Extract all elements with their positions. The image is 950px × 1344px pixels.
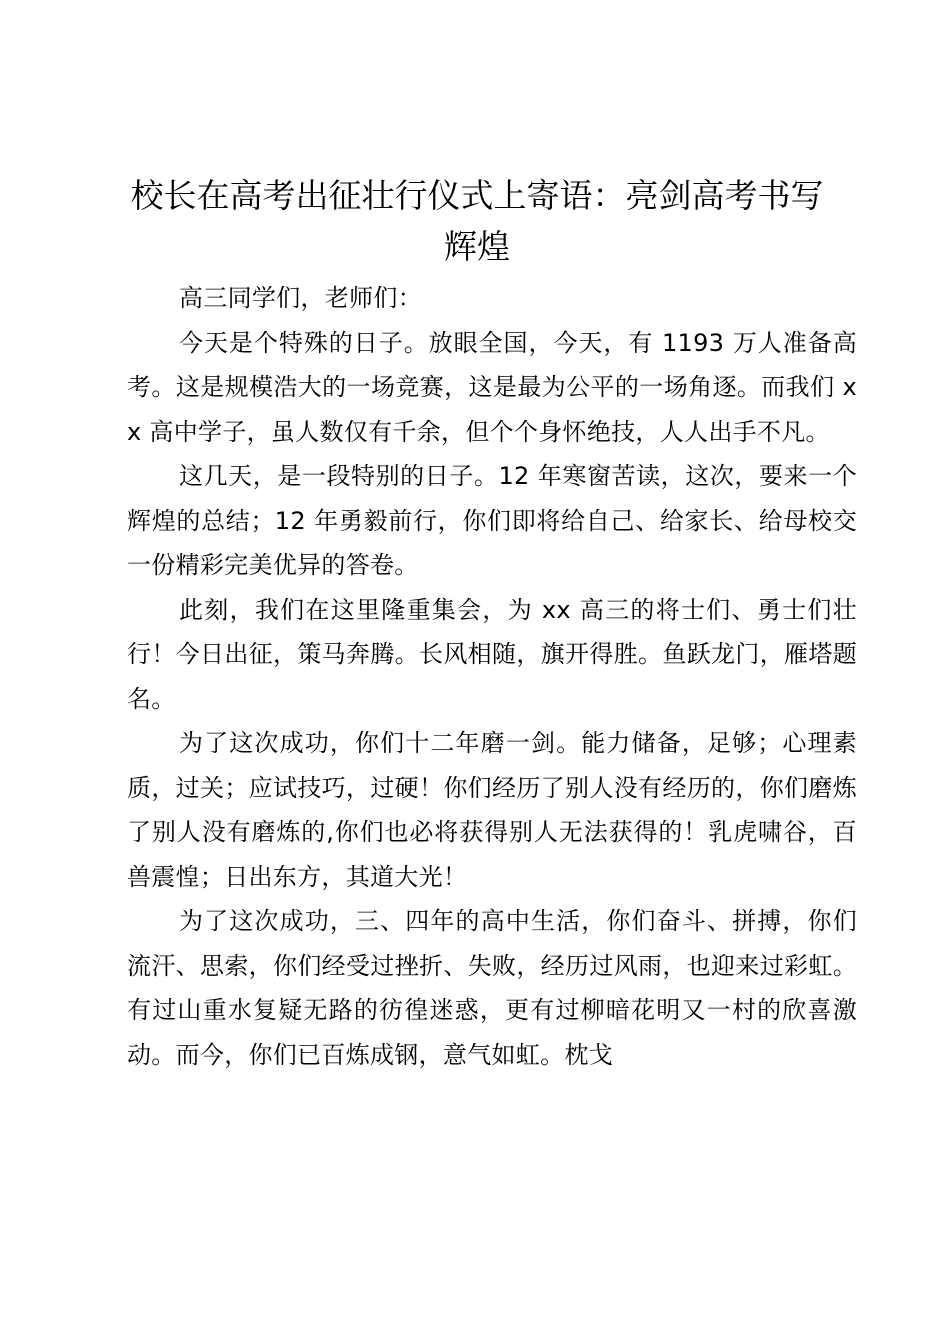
paragraph: 此刻，我们在这里隆重集会，为 xx 高三的将士们、勇士们壮行！今日出征，策马奔腾。长风相随，旗开得胜。鱼跃龙门，雁塔题名。: [127, 595, 857, 713]
document-body: [127, 276, 857, 1077]
paragraph: 为了这次成功，三、四年的高中生活，你们奋斗、拼搏，你们流汗、思索，你们经受过挫折、失败，经历过风雨，也迎来过彩虹。有过山重水复疑无路的彷徨迷惑，更有过柳暗花明又一村的欣喜激动。而今，你们已百炼成钢，意气如虹。枕戈: [127, 907, 857, 1069]
paragraph: 今天是个特殊的日子。放眼全国，今天，有 1193 万人准备高考。这是规模浩大的一场竞赛，这是最为公平的一场角逐。而我们 xx 高中学子，虽人数仅有千余，但个个身怀绝技，人人出手不凡。: [127, 328, 857, 446]
paragraph: 这几天，是一段特别的日子。12 年寒窗苦读，这次，要来一个辉煌的总结；12 年勇毅前行，你们即将给自己、给家长、给母校交一份精彩完美优异的答卷。: [127, 462, 857, 579]
paragraph-salutation: 高三同学们，老师们：: [179, 284, 422, 312]
paragraph: 为了这次成功，你们十二年磨一剑。能力储备，足够；心理素质，过关；应试技巧，过硬！你们经历了别人没有经历的，你们磨炼了别人没有磨炼的,你们也必将获得别人无法获得的！乳虎啸谷，百兽震惶；日出东方，其道大光！: [127, 729, 857, 891]
document-title: 校长在高考出征壮行仪式上寄语：亮剑高考书写辉煌: [130, 176, 824, 266]
